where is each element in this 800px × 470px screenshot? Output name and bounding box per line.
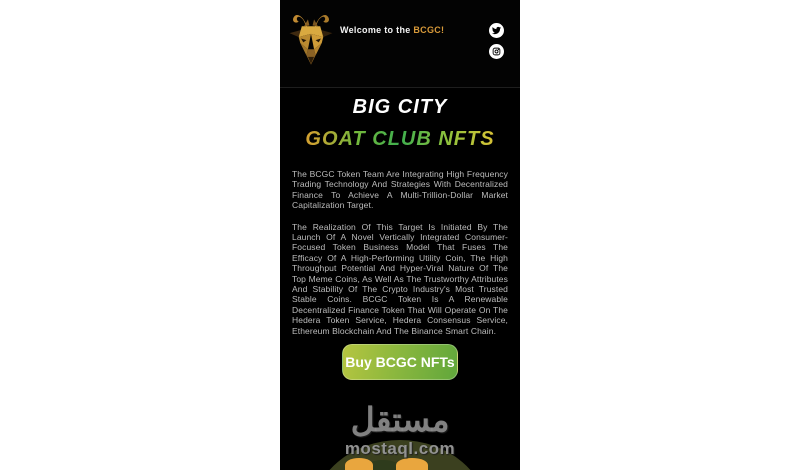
welcome-brand: BCGC! bbox=[413, 25, 445, 35]
page-title-line2: GOAT CLUB NFTS bbox=[280, 128, 520, 150]
twitter-button[interactable] bbox=[489, 23, 504, 38]
page-title-line1: BIG CITY bbox=[352, 96, 448, 118]
mostaql-arabic-logo: مستقل bbox=[350, 401, 450, 438]
buy-nfts-button[interactable]: Buy BCGC NFTs bbox=[342, 344, 458, 380]
instagram-icon bbox=[492, 47, 501, 56]
welcome-text bbox=[340, 25, 444, 35]
instagram-button[interactable] bbox=[489, 44, 504, 59]
welcome-prefix: Welcome to the bbox=[340, 25, 414, 35]
social-links bbox=[489, 23, 504, 59]
hero-section bbox=[280, 89, 520, 380]
intro-paragraph-1: The BCGC Token Team Are Integrating High Frequency Trading Technology And Strategies With Decentralized Finance To Achieve A Multi-Trillion-Dollar Market Capitalization Target. bbox=[292, 169, 508, 211]
mobile-viewport bbox=[280, 0, 520, 470]
goat-horn-right-graphic bbox=[396, 458, 428, 470]
mostaql-domain-text: mostaql.com bbox=[344, 439, 456, 458]
goat-logo-icon bbox=[288, 5, 334, 69]
twitter-icon bbox=[492, 26, 501, 35]
goat-horn-left-graphic bbox=[345, 458, 373, 470]
site-header bbox=[280, 0, 520, 88]
intro-paragraph-2: The Realization Of This Target Is Initiated By The Launch Of A Novel Vertically Integrated Consumer-Focused Token Business Model That Fuses The Efficacy Of A High-Performing Utility Coin, The High Throughput Potential And Hyper-Viral Nature Of The Top Meme Coins, As Well As The Trustworthy Attributes And Stability Of The Crypto Industry's Most Trusted Stable Coins. BCGC Token Is A Renewable Decentralized Finance Token That Will Operate On The Hedera Token Service, Hedera Consensus Service, Ethereum Blockchain And The Binance Smart Chain. bbox=[292, 221, 508, 336]
